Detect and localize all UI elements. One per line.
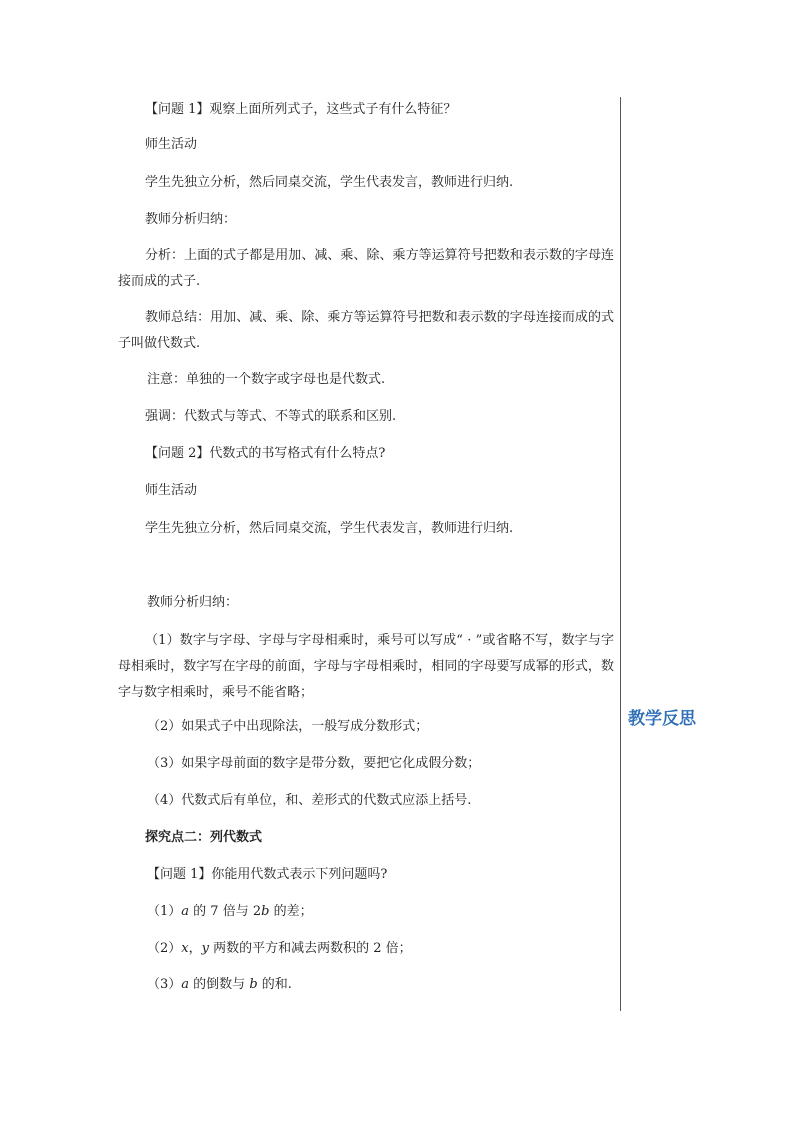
variable-a: a: [181, 904, 190, 919]
variable-y: y: [201, 941, 209, 956]
exercise-item-1: [147, 899, 313, 925]
column-divider: [620, 97, 621, 1011]
item-prefix: （1）: [147, 904, 182, 919]
note-line: 注意：单独的一个数字或字母也是代数式.: [147, 372, 386, 387]
item-prefix: （3）: [147, 977, 182, 992]
teacher-summary-paragraph: 教师总结：用加、减、乘、除、乘方等运算符号把数和表示数的字母连接而成的式子叫做代数式.: [118, 310, 614, 351]
teaching-reflection-label: 教学反思: [628, 709, 696, 729]
item-text: ，: [188, 941, 202, 956]
activity-label-1: 师生活动: [145, 137, 198, 152]
exercise-item-3: [147, 972, 292, 998]
exercise-item-2: [147, 936, 412, 962]
variable-b: b: [249, 977, 258, 992]
activity-label-2: 师生活动: [145, 483, 198, 498]
analysis-paragraph: 分析：上面的式子都是用加、减、乘、除、乘方等运算符号把数和表示数的字母连接而成的式子.: [118, 248, 614, 289]
item-text: 的 7 倍与 2: [189, 904, 262, 919]
question-3-title: 【问题 1】你能用代数式表示下列问题吗?: [147, 867, 388, 882]
question-1-title: 【问题 1】观察上面所列式子，这些式子有什么特征？: [145, 102, 457, 117]
discussion-1: 学生先独立分析，然后同桌交流，学生代表发言，教师进行归纳.: [145, 175, 514, 190]
rule-3-line: （3）如果字母前面的数字是带分数，要把它化成假分数；: [147, 756, 481, 771]
item-text: 的和.: [257, 977, 292, 992]
variable-a: a: [181, 977, 190, 992]
summary-heading-1: 教师分析归纳：: [145, 212, 237, 227]
item-text: 的差；: [269, 904, 313, 919]
emphasis-line: 强调：代数式与等式、不等式的联系和区别.: [145, 409, 397, 424]
item-text: 的倒数与: [189, 977, 250, 992]
discussion-2: 学生先独立分析，然后同桌交流，学生代表发言，教师进行归纳.: [145, 521, 514, 536]
rule-4-line: （4）代数式后有单位，和、差形式的代数式应添上括号.: [147, 793, 472, 808]
summary-heading-2: 教师分析归纳：: [147, 595, 239, 610]
variable-x: x: [181, 941, 189, 956]
item-prefix: （2）: [147, 941, 182, 956]
question-2-title: 【问题 2】代数式的书写格式有什么特点?: [145, 446, 386, 461]
rule-1-paragraph: （1）数字与字母、字母与字母相乘时，乘号可以写成“ · ”或省略不写，数字与字母相乘时，数字写在字母的前面，字母与字母相乘时，相同的字母要写成幂的形式，数字与数字相乘时，乘号不能省略；: [118, 633, 614, 700]
variable-b: b: [261, 904, 270, 919]
section-heading-2: 探究点二：列代数式: [145, 830, 263, 845]
rule-2-line: （2）如果式子中出现除法，一般写成分数形式；: [147, 719, 429, 734]
item-text: 两数的平方和减去两数积的 2 倍；: [209, 941, 412, 956]
